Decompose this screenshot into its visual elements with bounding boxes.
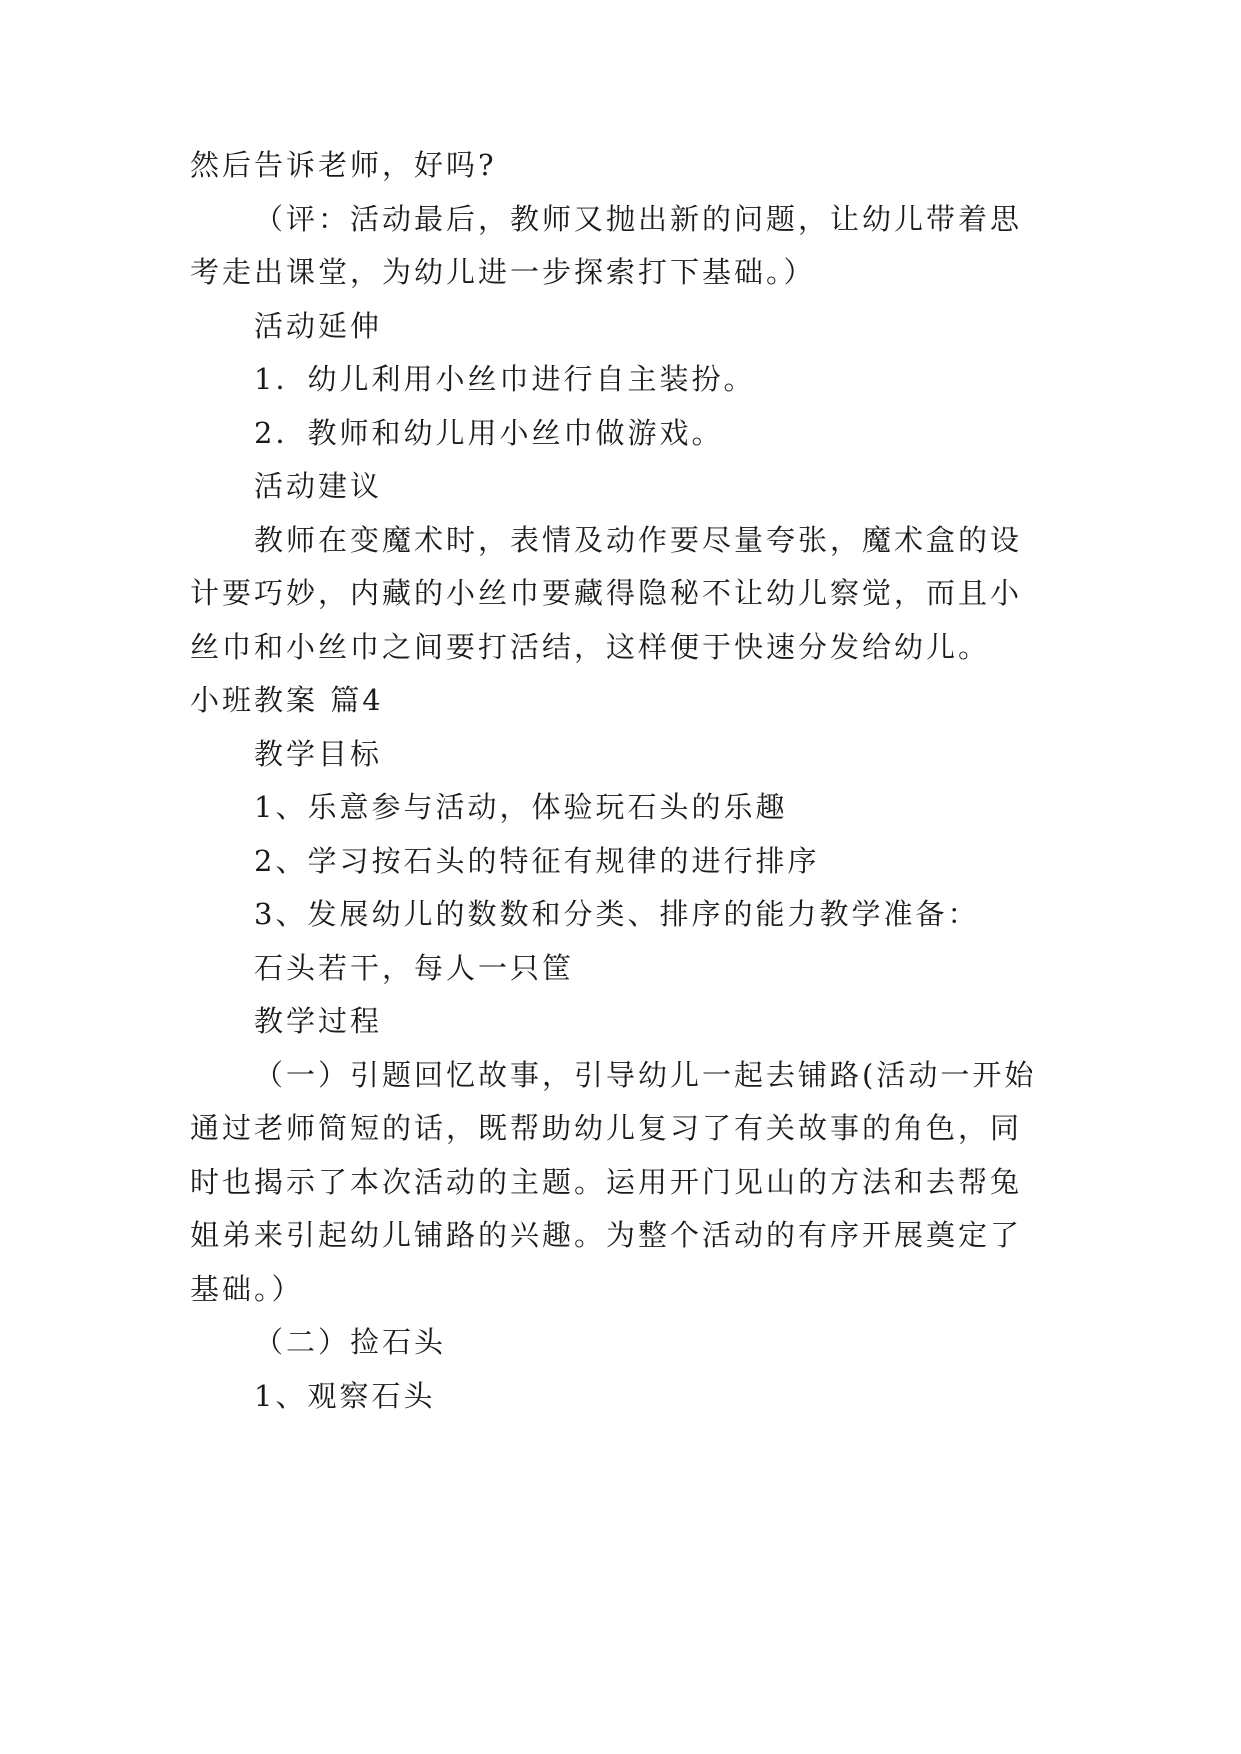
paragraph-line: 时也揭示了本次活动的主题。运用开门见山的方法和去帮兔 xyxy=(190,1165,1023,1199)
section-heading: 教学过程 xyxy=(254,1004,383,1038)
section-heading: 活动建议 xyxy=(254,469,383,503)
paragraph-line: 基础。） xyxy=(190,1272,304,1306)
paragraph-line: （一）引题回忆故事，引导幼儿一起去铺路(活动一开始 xyxy=(254,1058,1037,1092)
paragraph-line: （评：活动最后，教师又抛出新的问题，让幼儿带着思 xyxy=(254,202,1023,236)
paragraph-line: 然后告诉老师，好吗? xyxy=(190,148,497,182)
paragraph-line: 石头若干，每人一只筐 xyxy=(254,951,575,985)
list-item: 1、观察石头 xyxy=(254,1379,436,1413)
list-item: 2．教师和幼儿用小丝巾做游戏。 xyxy=(254,416,724,450)
list-item: 1、乐意参与活动，体验玩石头的乐趣 xyxy=(254,790,788,824)
paragraph-line: 计要巧妙，内藏的小丝巾要藏得隐秘不让幼儿察觉，而且小 xyxy=(190,576,1023,610)
paragraph-line: 丝巾和小丝巾之间要打活结，这样便于快速分发给幼儿。 xyxy=(190,630,991,664)
list-item: 1．幼儿利用小丝巾进行自主装扮。 xyxy=(254,362,756,396)
section-heading: 教学目标 xyxy=(254,737,383,771)
paragraph-line: 姐弟来引起幼儿铺路的兴趣。为整个活动的有序开展奠定了 xyxy=(190,1218,1023,1252)
list-item: 3、发展幼儿的数数和分类、排序的能力教学准备： xyxy=(254,897,980,931)
chapter-title: 小班教案 篇4 xyxy=(190,683,384,717)
paragraph-line: 通过老师简短的话，既帮助幼儿复习了有关故事的角色，同 xyxy=(190,1111,1023,1145)
list-item: 2、学习按石头的特征有规律的进行排序 xyxy=(254,844,820,878)
paragraph-line: 教师在变魔术时，表情及动作要尽量夸张，魔术盒的设 xyxy=(254,523,1023,557)
paragraph-line: 考走出课堂，为幼儿进一步探索打下基础。） xyxy=(190,255,816,289)
section-heading: （二）捡石头 xyxy=(254,1325,447,1359)
section-heading: 活动延伸 xyxy=(254,309,383,343)
